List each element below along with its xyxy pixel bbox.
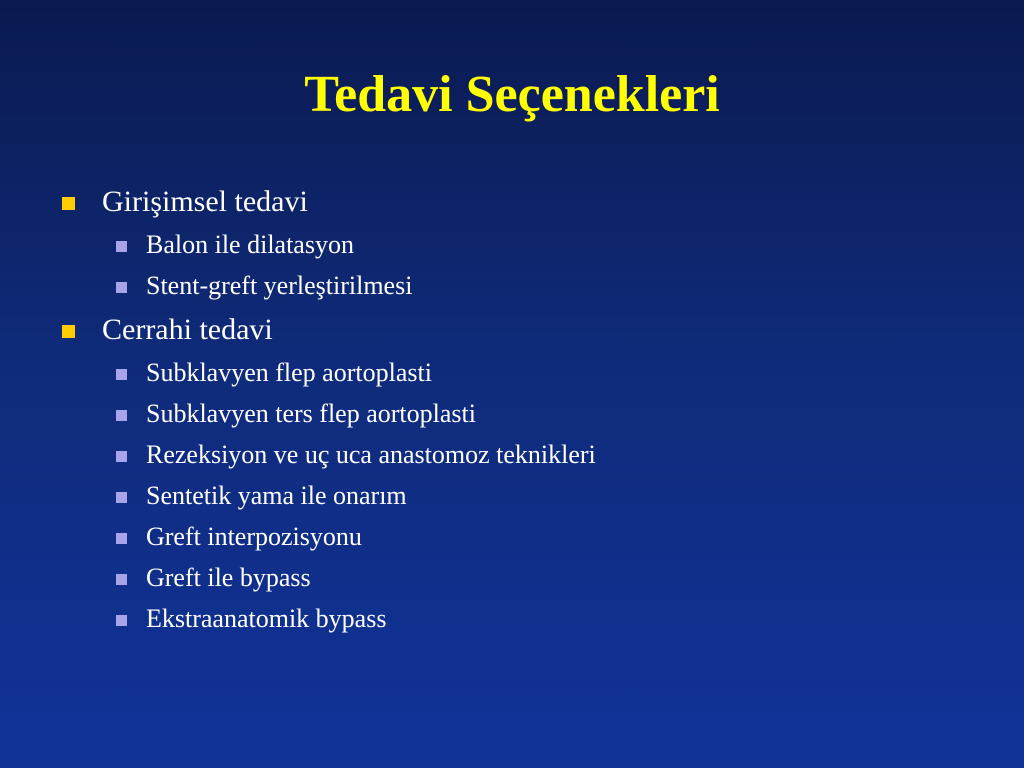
sub-bullet-text: Rezeksiyon ve uç uca anastomoz teknikleri [146, 440, 596, 469]
bullet-item-interventional [62, 180, 982, 224]
bullet-text: Cerrahi tedavi [102, 313, 273, 346]
bullet-text: Girişimsel tedavi [102, 185, 308, 218]
sub-bullet-text: Greft interpozisyonu [146, 522, 362, 551]
square-bullet-icon [62, 197, 75, 210]
sub-bullet-item [62, 557, 982, 598]
square-bullet-icon [62, 325, 75, 338]
sub-bullet-item [62, 516, 982, 557]
square-bullet-icon [116, 410, 127, 421]
sub-bullet-text: Ekstraanatomik bypass [146, 604, 387, 633]
sub-bullet-item [62, 598, 982, 639]
square-bullet-icon [116, 241, 127, 252]
square-bullet-icon [116, 282, 127, 293]
sub-bullet-item [62, 352, 982, 393]
sub-bullet-item [62, 224, 982, 265]
sub-bullet-item [62, 434, 982, 475]
sub-bullet-text: Greft ile bypass [146, 563, 311, 592]
slide-title: Tedavi Seçenekleri [304, 66, 720, 123]
sub-bullet-text: Subklavyen ters flep aortoplasti [146, 399, 476, 428]
sub-bullet-text: Balon ile dilatasyon [146, 230, 354, 259]
square-bullet-icon [116, 451, 127, 462]
slide-content [62, 180, 982, 639]
sub-bullet-item [62, 393, 982, 434]
square-bullet-icon [116, 369, 127, 380]
sub-bullet-text: Sentetik yama ile onarım [146, 481, 407, 510]
sub-bullet-item [62, 475, 982, 516]
square-bullet-icon [116, 492, 127, 503]
square-bullet-icon [116, 574, 127, 585]
square-bullet-icon [116, 615, 127, 626]
sub-bullet-item [62, 265, 982, 306]
square-bullet-icon [116, 533, 127, 544]
sub-bullet-text: Subklavyen flep aortoplasti [146, 358, 432, 387]
sub-bullet-text: Stent-greft yerleştirilmesi [146, 271, 413, 300]
bullet-item-surgical [62, 308, 982, 352]
